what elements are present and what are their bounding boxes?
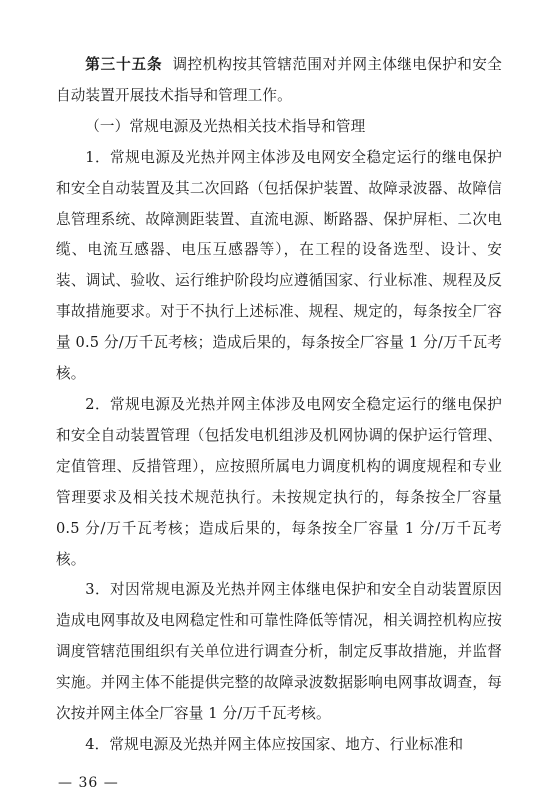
paragraph-1: 1．常规电源及光热并网主体涉及电网安全稳定运行的继电保护和安全自动装置及其二次回路（包括保护装置、故障录波器、故障信息管理系统、故障测距装置、直流电源、断路器、保护屏柜、二次电缆、电流互感器、电压互感器等），在工程的设备选型、设计、安装、调试、验收、运行维护阶段均应遵循国家、行业标准、规程及反事故措施要求。对于不执行上述标准、规程、规定的，每条按全厂容量 0.5 分/万千瓦考核；造成后果的，每条按全厂容量 1 分/万千瓦考核。	[56, 148, 502, 383]
article-text: 调控机构按其管辖范围对并网主体继电保护和安全自动装置开展技术指导和管理工作。	[56, 56, 502, 104]
article-paragraph	[56, 50, 502, 112]
paragraph-2: 2．常规电源及光热并网主体涉及电网安全稳定运行的继电保护和安全自动装置管理（包括发电机组涉及机网协调的保护运行管理、定值管理、反措管理），应按照所属电力调度机构的调度规程和专业管理要求及相关技术规范执行。未按规定执行的，每条按全厂容量 0.5 分/万千瓦考核；造成后果的，每条按全厂容量 1 分/万千瓦考核。	[56, 395, 502, 568]
document-body	[56, 50, 502, 761]
paragraph-3: 3．对因常规电源及光热并网主体继电保护和安全自动装置原因造成电网事故及电网稳定性和可靠性降低等情况，相关调控机构应按调度管辖范围组织有关单位进行调查分析，制定反事故措施，并监督实施。并网主体不能提供完整的故障录波数据影响电网事故调查，每次按并网主体全厂容量 1 分/万千瓦考核。	[56, 581, 502, 723]
article-label: 第三十五条	[85, 56, 163, 73]
page-number: — 36 —	[58, 775, 119, 791]
paragraph-4: 4．常规电源及光热并网主体应按国家、地方、行业标准和	[85, 735, 464, 753]
section-heading: （一）常规电源及光热相关技术指导和管理	[85, 117, 366, 135]
